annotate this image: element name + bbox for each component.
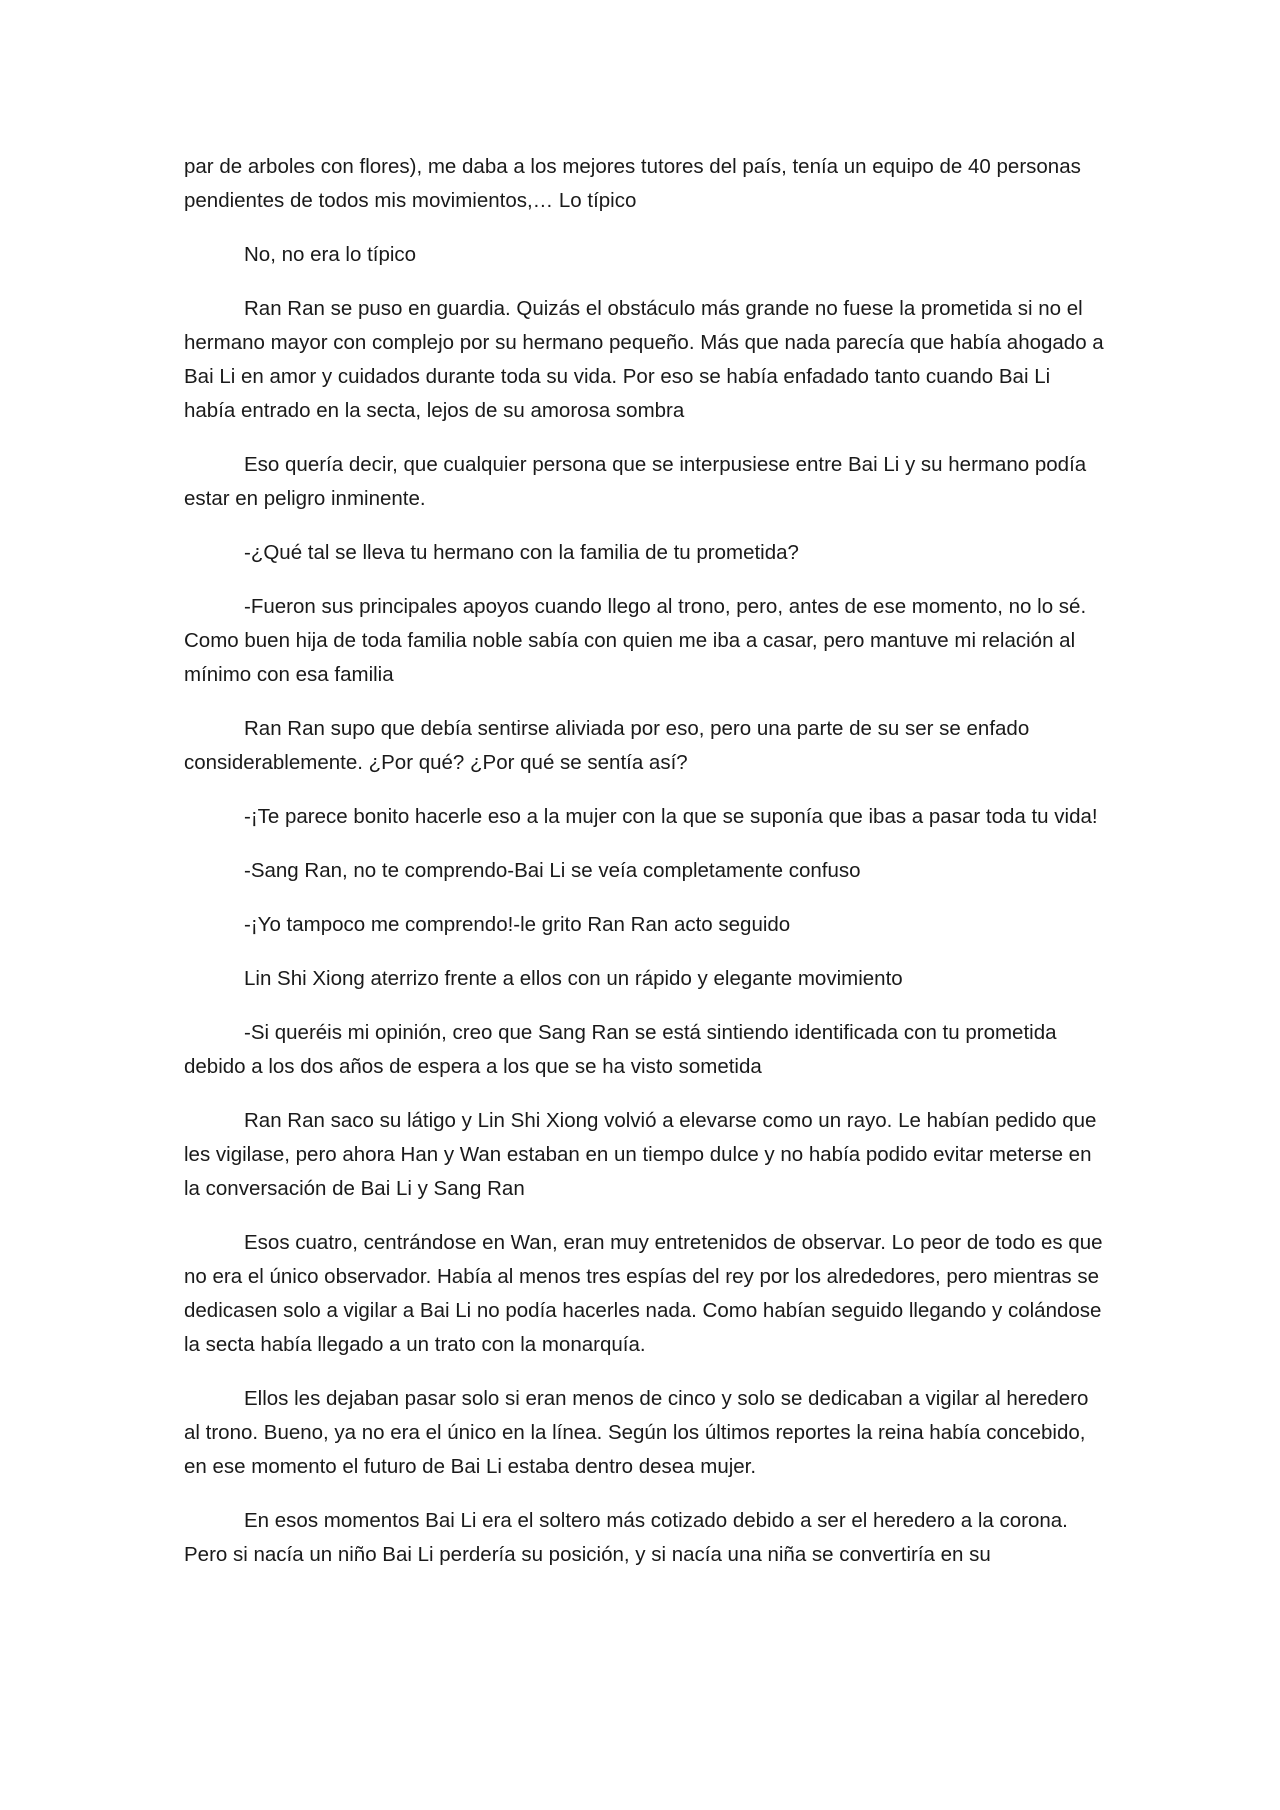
paragraph: -¡Te parece bonito hacerle eso a la mujer con la que se suponía que ibas a pasar toda tu vida! <box>244 805 1098 828</box>
paragraph: -Sang Ran, no te comprendo-Bai Li se veía completamente confuso <box>244 859 861 882</box>
document-body <box>184 150 1104 1592</box>
paragraph: -¡Yo tampoco me comprendo!-le grito Ran Ran acto seguido <box>244 913 791 936</box>
paragraph: par de arboles con flores), me daba a los mejores tutores del país, tenía un equipo de 40 personas pendientes de todos mis movimientos,… Lo típico <box>184 155 1081 212</box>
paragraph: Lin Shi Xiong aterrizo frente a ellos con un rápido y elegante movimiento <box>244 967 903 990</box>
paragraph: -¿Qué tal se lleva tu hermano con la familia de tu prometida? <box>244 541 799 564</box>
paragraph: -Fueron sus principales apoyos cuando llego al trono, pero, antes de ese momento, no lo sé. Como buen hija de toda familia noble sabía con quien me iba a casar, pero mantuve mi relación al mínimo con esa familia <box>184 595 1087 686</box>
paragraph: En esos momentos Bai Li era el soltero más cotizado debido a ser el heredero a la corona. Pero si nacía un niño Bai Li perdería su posición, y si nacía una niña se convertiría en su <box>184 1509 1068 1566</box>
paragraph: Ran Ran supo que debía sentirse aliviada por eso, pero una parte de su ser se enfado considerablemente. ¿Por qué? ¿Por qué se sentía así? <box>184 717 1030 774</box>
paragraph: Ran Ran se puso en guardia. Quizás el obstáculo más grande no fuese la prometida si no el hermano mayor con complejo por su hermano pequeño. Más que nada parecía que había ahogado a Bai Li en amor y cuidados durante toda su vida. Por eso se había enfadado tanto cuando Bai Li había entrado en la secta, lejos de su amorosa sombra <box>184 297 1104 422</box>
paragraph: -Si queréis mi opinión, creo que Sang Ran se está sintiendo identificada con tu prometida debido a los dos años de espera a los que se ha visto sometida <box>184 1021 1057 1078</box>
paragraph: No, no era lo típico <box>244 243 417 266</box>
paragraph: Ellos les dejaban pasar solo si eran menos de cinco y solo se dedicaban a vigilar al heredero al trono. Bueno, ya no era el único en la línea. Según los últimos reportes la reina había concebido, en ese momento el futuro de Bai Li estaba dentro desea mujer. <box>184 1387 1089 1478</box>
paragraph: Ran Ran saco su látigo y Lin Shi Xiong volvió a elevarse como un rayo. Le habían pedido que les vigilase, pero ahora Han y Wan estaban en un tiempo dulce y no había podido evitar meterse en la conversación de Bai Li y Sang Ran <box>184 1109 1097 1200</box>
paragraph: Esos cuatro, centrándose en Wan, eran muy entretenidos de observar. Lo peor de todo es que no era el único observador. Había al menos tres espías del rey por los alrededores, pero mientras se dedicasen solo a vigilar a Bai Li no podía hacerles nada. Como habían seguido llegando y colándose la secta había llegado a un trato con la monarquía. <box>184 1231 1103 1356</box>
paragraph: Eso quería decir, que cualquier persona que se interpusiese entre Bai Li y su hermano podía estar en peligro inminente. <box>184 453 1087 510</box>
